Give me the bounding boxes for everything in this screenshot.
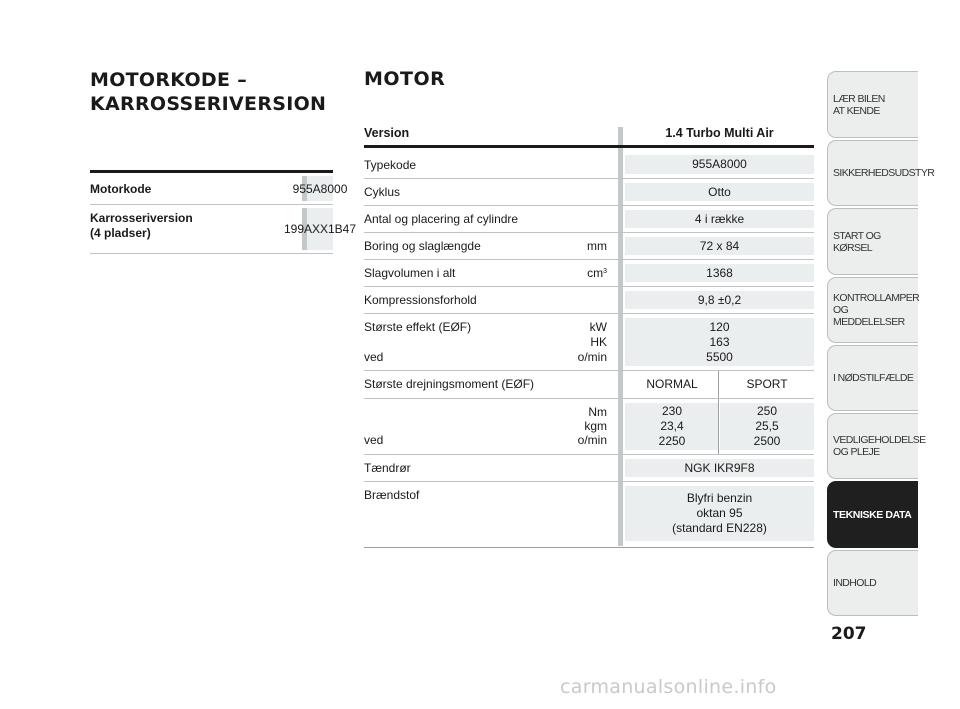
- value-rpm: 2250: [658, 434, 686, 448]
- row-unit: kgm: [584, 419, 607, 433]
- section-title-motorkode: [90, 68, 340, 116]
- row-unit: kW: [589, 320, 607, 334]
- table-row: [364, 314, 814, 371]
- table-row: [364, 371, 814, 399]
- value-line2: oktan 95: [696, 506, 743, 520]
- row-label: Antal og placering af cylindre: [364, 212, 519, 226]
- unit-superscript: 3: [603, 268, 607, 275]
- table-row: [364, 206, 814, 233]
- value-nm: 230: [661, 404, 683, 418]
- row-label: Største drejningsmoment (EØF): [364, 377, 535, 391]
- row-label: Slagvolumen i alt: [364, 266, 456, 280]
- tab-indhold[interactable]: [827, 550, 918, 616]
- tab-label-line2: OG MEDDELELSER: [833, 304, 905, 328]
- row-value: 955A8000: [625, 155, 814, 174]
- row-label-line1: Karrosseriversion: [90, 211, 193, 225]
- tab-label-line2: AT KENDE: [833, 104, 880, 117]
- tab-label-line2: OG PLEJE: [833, 446, 880, 458]
- row-label: Største effekt (EØF): [364, 320, 472, 334]
- watermark: carmanualsonline.info: [560, 676, 777, 698]
- row-unit: Nm: [588, 405, 607, 419]
- header-divider: [364, 145, 814, 148]
- table-row: [364, 399, 814, 455]
- value-normal: [625, 403, 719, 450]
- section-title-motor: MOTOR: [364, 68, 446, 90]
- tab-label-line1: INDHOLD: [833, 577, 877, 589]
- row-label: Cyklus: [364, 185, 401, 199]
- column-separator: [718, 399, 719, 454]
- tab-label-line1: I NØDSTILFÆLDE: [833, 372, 914, 384]
- row-value: 1368: [625, 264, 814, 282]
- unit-text: cm: [587, 266, 604, 280]
- section-title-line2: KARROSSERIVERSION: [90, 93, 327, 115]
- tab-label-line1: VEDLIGEHOLDELSE: [833, 434, 926, 446]
- row-value: 199AXX1B47: [302, 208, 333, 250]
- tab-tekniske-data[interactable]: [827, 481, 918, 548]
- row-label: [90, 211, 193, 241]
- row-value: NGK IKR9F8: [625, 459, 814, 477]
- tab-sikkerhedsudstyr[interactable]: [827, 140, 935, 206]
- column-sport-header: SPORT: [746, 377, 788, 391]
- row-value: 955A8000: [302, 176, 333, 201]
- table-row: [364, 179, 814, 206]
- tab-label-line1: START OG KØRSEL: [833, 229, 881, 254]
- value-nm: 250: [756, 404, 778, 418]
- table-row: [364, 482, 814, 548]
- column-normal-header: NORMAL: [646, 377, 698, 391]
- row-value: [625, 486, 814, 541]
- table-row: [90, 173, 348, 205]
- table-row: [90, 205, 357, 254]
- row-value: Otto: [625, 183, 814, 201]
- tab-label-line1: SIKKERHEDSUDSTYR: [833, 167, 935, 179]
- row-unit: o/min: [577, 350, 607, 364]
- tab-label-line1: LÆR BILEN: [833, 92, 885, 105]
- motorkode-table: [90, 170, 357, 254]
- version-label: Version: [364, 126, 410, 140]
- row-label-line2: (4 pladser): [90, 226, 151, 240]
- tab-laer-bilen-at-kende[interactable]: [827, 71, 918, 138]
- tab-start-og-korsel[interactable]: [827, 208, 918, 275]
- tab-vedligeholdelse[interactable]: [827, 413, 926, 479]
- row-value: 9,8 ±0,2: [625, 291, 814, 309]
- value-rpm: 5500: [706, 349, 733, 364]
- row-label: Tændrør: [364, 461, 411, 475]
- row-value: 4 i række: [625, 210, 814, 228]
- row-value: [625, 318, 814, 366]
- value-kgm: 23,4: [660, 419, 684, 433]
- row-unit: o/min: [577, 433, 607, 447]
- page-number: 207: [831, 624, 867, 644]
- value-rpm: 2500: [753, 434, 781, 448]
- tab-i-nodstilfaelde[interactable]: [827, 345, 918, 411]
- section-title-line1: MOTORKODE –: [90, 69, 247, 91]
- table-row: [364, 287, 814, 314]
- value-kw: 120: [709, 319, 730, 334]
- row-label: Boring og slaglængde: [364, 239, 481, 253]
- row-label: Motorkode: [90, 182, 152, 196]
- tab-label-line1: KONTROLLAMPER: [833, 292, 920, 304]
- tab-kontrollamper[interactable]: [827, 277, 918, 343]
- row-label: Kompressionsforhold: [364, 293, 477, 307]
- row-label: Typekode: [364, 158, 417, 172]
- row-label: Brændstof: [364, 488, 420, 502]
- table-row: [364, 455, 814, 482]
- row-label-ved: ved: [364, 350, 384, 364]
- row-label-ved: ved: [364, 433, 384, 447]
- row-unit: [587, 266, 607, 281]
- value-line3: (standard EN228): [672, 521, 767, 535]
- value-line1: Blyfri benzin: [686, 491, 753, 505]
- value-hk: 163: [709, 334, 730, 349]
- row-value: 72 x 84: [625, 237, 814, 255]
- column-separator: [718, 371, 719, 398]
- table-row: [364, 233, 814, 260]
- row-unit: HK: [590, 335, 607, 349]
- tab-label-line1: TEKNISKE DATA: [833, 508, 912, 521]
- row-unit: mm: [587, 239, 607, 253]
- value-sport: [720, 403, 814, 450]
- table-row: [364, 260, 814, 287]
- value-kgm: 25,5: [755, 419, 779, 433]
- table-row: [364, 151, 814, 179]
- version-value: 1.4 Turbo Multi Air: [665, 126, 774, 140]
